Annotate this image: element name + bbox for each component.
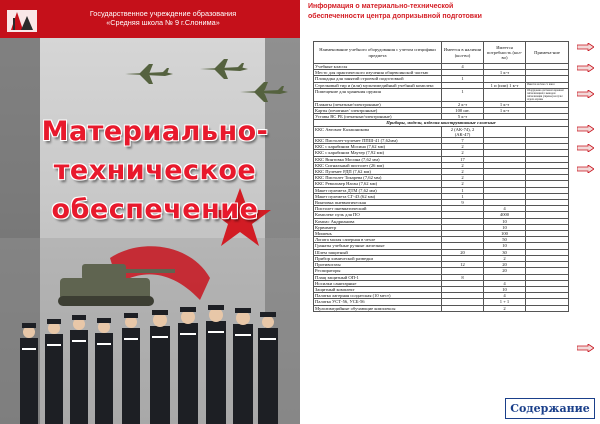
column-header-name: Наименование учебного оборудования с учетом специфики предмета [314,42,442,64]
cell-name: Защитный комплект [314,286,442,292]
cell-have: 8 [442,274,484,280]
cell-name: ККС Револьвер Наган (7,62 мм) [314,181,442,187]
cell-need: 1 к-т [484,108,526,114]
cell-have: 1 [442,76,484,82]
jet-aircraft-group [125,59,288,102]
arrow-right-icon[interactable] [577,344,594,352]
arrow-right-icon[interactable] [577,43,594,51]
cell-name: ККС Пистолет Токарева (7,62 мм) [314,175,442,181]
cell-have: 12 [442,262,484,268]
cell-name: Карты (печатные/ электронные) [314,108,442,114]
table-header-row [314,42,569,64]
cell-name: Гранаты учебные ручные железные [314,243,442,249]
document-panel [300,0,600,424]
cell-name: Шлем защитный [314,249,442,255]
cell-name: Компас Андрианова [314,218,442,224]
cell-note [526,305,569,311]
section-label: Приборы, модели, изделия конструктивные сложные [314,120,569,126]
cell-need: 10 [484,286,526,292]
cell-name: Палатка лагерная солдатская (10 мест) [314,293,442,299]
cell-need: 2 [484,305,526,311]
slide-title-line-2: техническое [53,155,257,186]
cell-have: 1 [442,193,484,199]
cell-name: ККС Пулемет РДП (7,62 мм) [314,169,442,175]
cell-need [484,88,526,101]
arrow-right-icon[interactable] [577,64,594,72]
cell-need: 20 [484,262,526,268]
cell-have: 2 (АК-74), 2 (АК-47) [442,126,484,137]
table-row [314,126,569,137]
cell-need: 1 к-т [484,70,526,76]
cell-have: 2 [442,144,484,150]
cell-note [526,126,569,137]
cell-have: 2 [442,169,484,175]
column-header-have: Имеется в наличии (кол-во) [442,42,484,64]
cell-name: Помещение для хранения оружия [314,88,442,101]
cell-need [484,126,526,137]
cell-need: 4 [484,280,526,286]
slide-title [10,112,300,229]
cell-note: Оборудовано системой охранной сигнализацией с выводом сигнализации (сирены) на пульт отдела охраны [526,88,569,101]
cell-note: Имеется на базе ст. школ [526,82,569,88]
cell-need: 10 [484,224,526,230]
org-line-1: Государственное учреждение образования [89,9,237,18]
cell-name: ККС Автомат Калашникова [314,126,442,137]
cell-name: Макет пулемета ДТМ (7,62 мм) [314,187,442,193]
cell-name: Учебные классы [314,64,442,70]
cell-name: Уставы ВС РБ (печатные/электронные) [314,114,442,120]
cell-need: 4000 [484,212,526,218]
cell-have: 2 [442,181,484,187]
cell-name: Комплект пуль для ПО [314,212,442,218]
cell-have: 100 шт. [442,108,484,114]
cell-name: Макет пулемета СГ-43 (62 мм) [314,193,442,199]
column-header-note: Примеча-ние [526,42,569,64]
column-header-need: Имеется потребность (кол-во) [484,42,526,64]
cell-name: Палатка УСТ-56, УСБ-56 [314,299,442,305]
cell-need: 1 и (или) 1 к-т [484,82,526,88]
cell-name: ККС с карабином Маузер (7,92 мм) [314,150,442,156]
school-logo-icon [5,4,43,36]
cell-name: Площадка для занятий строевой подготовкой [314,76,442,82]
cell-name: Курвиметр [314,224,442,230]
document-title: Информация о материально-технической обеспеченности центра допризывной подготовки [308,3,482,20]
cell-name: Плакаты (печатные/электронные) [314,101,442,107]
slide-title-line-3: обеспечение [51,194,259,225]
org-line-2: «Средняя школа № 9 г.Слонима» [106,18,220,27]
military-collage-image [0,38,300,424]
arrow-right-icon[interactable] [577,165,594,173]
cell-need: 2 [484,255,526,261]
cell-need: 4 [484,206,526,212]
organization-name [58,9,268,27]
cell-need: 50 [484,237,526,243]
cell-name: Место для практического изучения общевоинской частью [314,70,442,76]
cell-have: 4 [442,64,484,70]
cell-have: 2 [442,175,484,181]
equipment-table-container [313,41,568,312]
table-body-devices [314,126,569,311]
cell-name: ККС Сигнальный пистолет (26 мм) [314,162,442,168]
table-row [314,305,569,311]
cell-name: Стрелковый тир и (или) мультимедийный учебный комплекс [314,82,442,88]
slide-title-line-1: Материально- [41,116,269,147]
table-body-general [314,64,569,120]
cell-have: 20 [442,249,484,255]
cell-name: Винтовка пневматическая [314,200,442,206]
cell-need: 100 [484,231,526,237]
cell-have: 7 [442,138,484,144]
cell-need: 10 [484,243,526,249]
cell-have: 1 [442,187,484,193]
cell-name: Мишень [314,231,442,237]
cell-have [442,305,484,311]
cell-name: Прибор химической разведки [314,255,442,261]
cell-name: ККС с карабином Мосина (7,62 мм) [314,144,442,150]
table-row [314,88,569,101]
cell-name: Противогазы [314,262,442,268]
cell-name: Респираторы [314,268,442,274]
cell-name: Пистолет пневматический [314,206,442,212]
cell-have: 1 [442,88,484,101]
cell-have: 5 к-т [442,114,484,120]
arrow-right-icon[interactable] [577,125,594,133]
cell-have: 17 [442,156,484,162]
cell-need: 30 [484,249,526,255]
arrow-right-icon[interactable] [577,144,594,152]
cell-need: 1 к-т [484,101,526,107]
contents-button[interactable]: Содержание [505,398,595,419]
arrow-right-icon[interactable] [577,90,594,98]
cell-name: Лопата малая саперная в чехле [314,237,442,243]
cell-name: ККС Пистолет-пулемет ППШ-41 (7,62мм) [314,138,442,144]
cell-have: 9 [442,200,484,206]
cell-have: 2 к-т [442,101,484,107]
cell-have: 2 [442,150,484,156]
cell-need: 20 [484,268,526,274]
cell-name: Плащ защитный ОП-1 [314,274,442,280]
cell-have: 2 [442,162,484,168]
cell-need: 4 [484,293,526,299]
cell-name: Носилки санитарные [314,280,442,286]
cell-name: ККС Винтовка Мосина (7,62 мм) [314,156,442,162]
equipment-table [313,41,569,312]
cell-need: 10 [484,218,526,224]
cell-name: Мультимедийные обучающие комплексы [314,305,442,311]
cell-need: 1 + 1 [484,299,526,305]
